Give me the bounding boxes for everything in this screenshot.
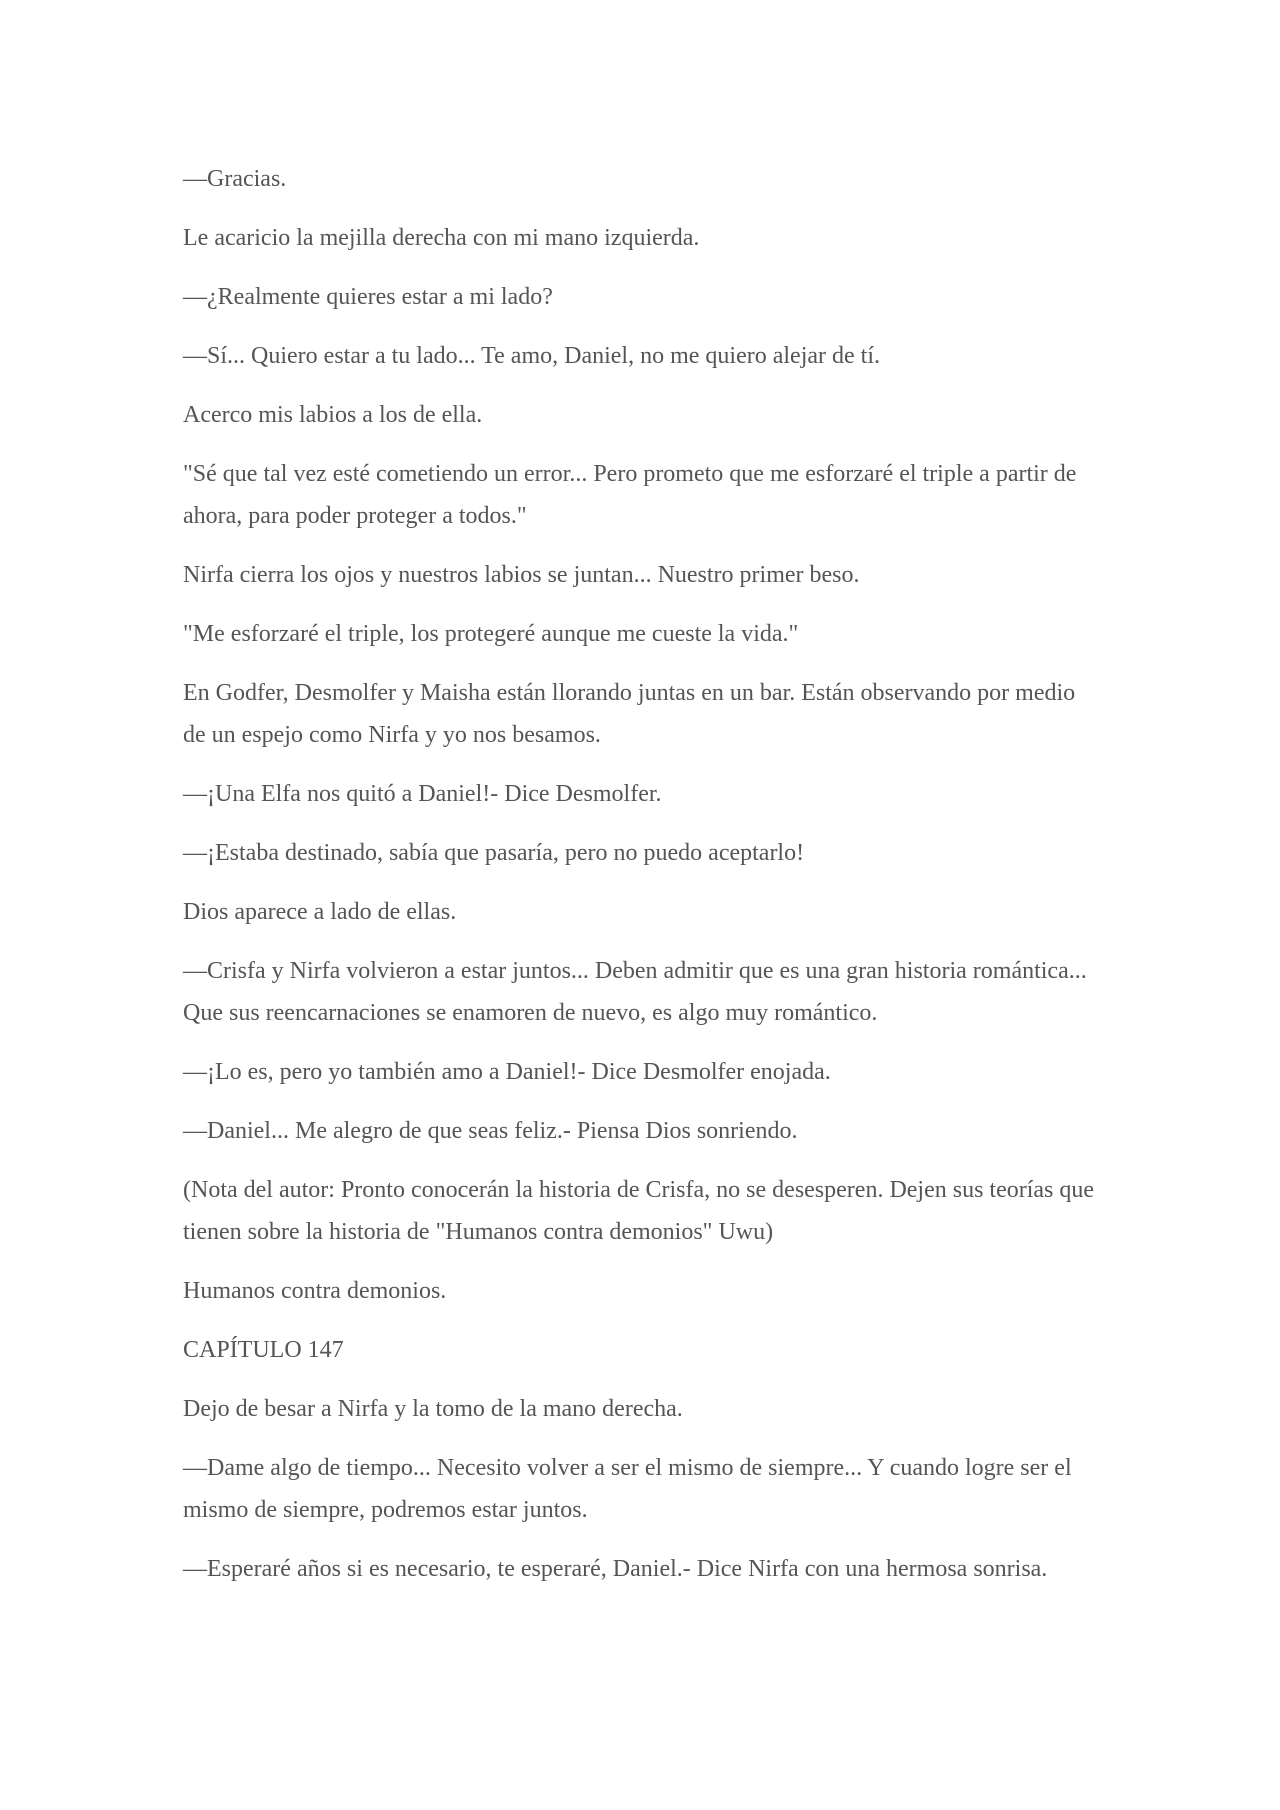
paragraph-question: —¿Realmente quieres estar a mi lado? bbox=[183, 284, 553, 310]
paragraph-dios-thinks: —Daniel... Me alegro de que seas feliz.- Piensa Dios sonriendo. bbox=[183, 1118, 798, 1144]
paragraph-love-reply: —Sí... Quiero estar a tu lado... Te amo, Daniel, no me quiero alejar de tí. bbox=[183, 343, 881, 369]
paragraph-lips: Acerco mis labios a los de ella. bbox=[183, 402, 483, 428]
paragraph-gracias: —Gracias. bbox=[183, 166, 287, 192]
paragraph-wait-years: —Esperaré años si es necesario, te esperaré, Daniel.- Dice Nirfa con una hermosa sonrisa. bbox=[183, 1556, 1048, 1582]
document-page bbox=[183, 158, 1103, 1607]
paragraph-first-kiss: Nirfa cierra los ojos y nuestros labios se juntan... Nuestro primer beso. bbox=[183, 562, 860, 588]
paragraph-promise-thought: "Sé que tal vez esté cometiendo un error... Pero prometo que me esforzaré el triple a partir de ahora, para poder proteger a todos." bbox=[183, 461, 1077, 529]
paragraph-stop-kiss: Dejo de besar a Nirfa y la tomo de la mano derecha. bbox=[183, 1396, 683, 1422]
paragraph-give-time: —Dame algo de tiempo... Necesito volver a ser el mismo de siempre... Y cuando logre ser el mismo de siempre, podremos estar juntos. bbox=[183, 1455, 1072, 1523]
paragraph-elfa: —¡Una Elfa nos quitó a Daniel!- Dice Desmolfer. bbox=[183, 781, 662, 807]
paragraph-destined: —¡Estaba destinado, sabía que pasaría, pero no puedo aceptarlo! bbox=[183, 840, 805, 866]
paragraph-author-note: (Nota del autor: Pronto conocerán la historia de Crisfa, no se desesperen. Dejen sus teorías que tienen sobre la historia de "Humanos contra demonios" Uwu) bbox=[183, 1177, 1095, 1245]
paragraph-godfer-bar: En Godfer, Desmolfer y Maisha están llorando juntas en un bar. Están observando por medio de un espejo como Nirfa y yo nos besamos. bbox=[183, 680, 1076, 748]
chapter-heading: CAPÍTULO 147 bbox=[183, 1337, 344, 1363]
paragraph-desmolfer-angry: —¡Lo es, pero yo también amo a Daniel!- Dice Desmolfer enojada. bbox=[183, 1059, 831, 1085]
paragraph-romantic: —Crisfa y Nirfa volvieron a estar juntos... Deben admitir que es una gran historia romántica... Que sus reencarnaciones se enamoren de nuevo, es algo muy romántico. bbox=[183, 958, 1087, 1026]
paragraph-triple-thought: "Me esforzaré el triple, los protegeré aunque me cueste la vida." bbox=[183, 621, 799, 647]
paragraph-book-title: Humanos contra demonios. bbox=[183, 1278, 447, 1304]
paragraph-dios-appears: Dios aparece a lado de ellas. bbox=[183, 899, 457, 925]
paragraph-caress: Le acaricio la mejilla derecha con mi mano izquierda. bbox=[183, 225, 700, 251]
